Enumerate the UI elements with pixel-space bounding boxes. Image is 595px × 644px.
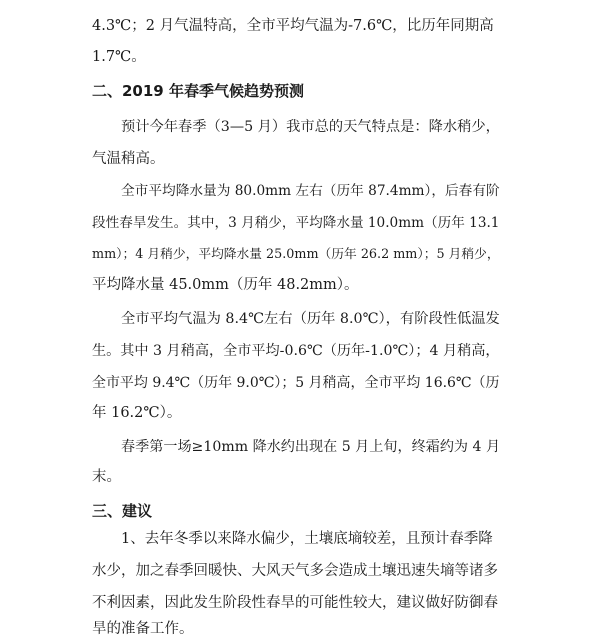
text-line: 1.7℃。 (92, 49, 146, 65)
text-line: 末。 (92, 469, 121, 485)
text-line: 春季第一场≥10mm 降水约出现在 5 月上旬，终霜约为 4 月 (121, 439, 501, 455)
text-line: 预计今年春季（3—5 月）我市总的天气特点是：降水稍少， (121, 119, 500, 135)
text-line: 水少，加之春季回暖快、大风天气多会造成土壤迅速失墒等诸多 (92, 563, 498, 579)
paragraph-line (0, 398, 595, 428)
text-line: 旱的准备工作。 (92, 621, 194, 637)
paragraph-line (0, 524, 504, 554)
paragraph-line (0, 336, 504, 366)
paragraph-line (0, 462, 595, 492)
text-line: 不利因素，因此发生阶段性春旱的可能性较大，建议做好防御春 (92, 595, 498, 611)
paragraph-line (0, 144, 595, 174)
text-line: mm）；4 月稍少，平均降水量 25.0mm（历年 26.2 mm）；5 月稍少， (92, 247, 500, 262)
text-line: 年 16.2℃）。 (92, 405, 182, 421)
paragraph-line (0, 176, 504, 206)
section-heading (0, 76, 595, 106)
paragraph-line (0, 11, 504, 41)
paragraph-line (0, 112, 504, 142)
paragraph-line (0, 432, 504, 462)
paragraph-line (0, 208, 504, 238)
text-line: 生。其中 3 月稍高，全市平均-0.6℃（历年-1.0℃）；4 月稍高， (92, 343, 500, 359)
paragraph-line (0, 614, 595, 644)
text-line: 4.3℃；2 月气温特高，全市平均气温为-7.6℃，比历年同期高 (92, 18, 494, 34)
section-heading-text: 三、建议 (92, 502, 153, 520)
paragraph-line (0, 42, 595, 72)
paragraph-line (0, 304, 504, 334)
text-line: 全市平均 9.4℃（历年 9.0℃）；5 月稍高，全市平均 16.6℃（历 (92, 375, 500, 391)
paragraph-line (0, 240, 504, 270)
text-line: 平均降水量 45.0mm（历年 48.2mm）。 (92, 277, 359, 293)
text-line: 段性春旱发生。其中，3 月稍少，平均降水量 10.0mm（历年 13.1 (92, 215, 500, 231)
text-line: 全市平均气温为 8.4℃左右（历年 8.0℃），有阶段性低温发 (121, 311, 500, 327)
paragraph-line (0, 368, 504, 398)
text-line: 全市平均降水量为 80.0mm 左右（历年 87.4mm），后春有阶 (121, 183, 500, 199)
text-line: 气温稍高。 (92, 151, 165, 167)
section-heading-text: 二、2019 年春季气候趋势预测 (92, 82, 304, 100)
section-heading (0, 496, 595, 526)
text-line: 1、去年冬季以来降水偏少，土壤底墒较差，且预计春季降 (121, 531, 493, 547)
paragraph-line (0, 270, 595, 300)
paragraph-line (0, 556, 504, 586)
